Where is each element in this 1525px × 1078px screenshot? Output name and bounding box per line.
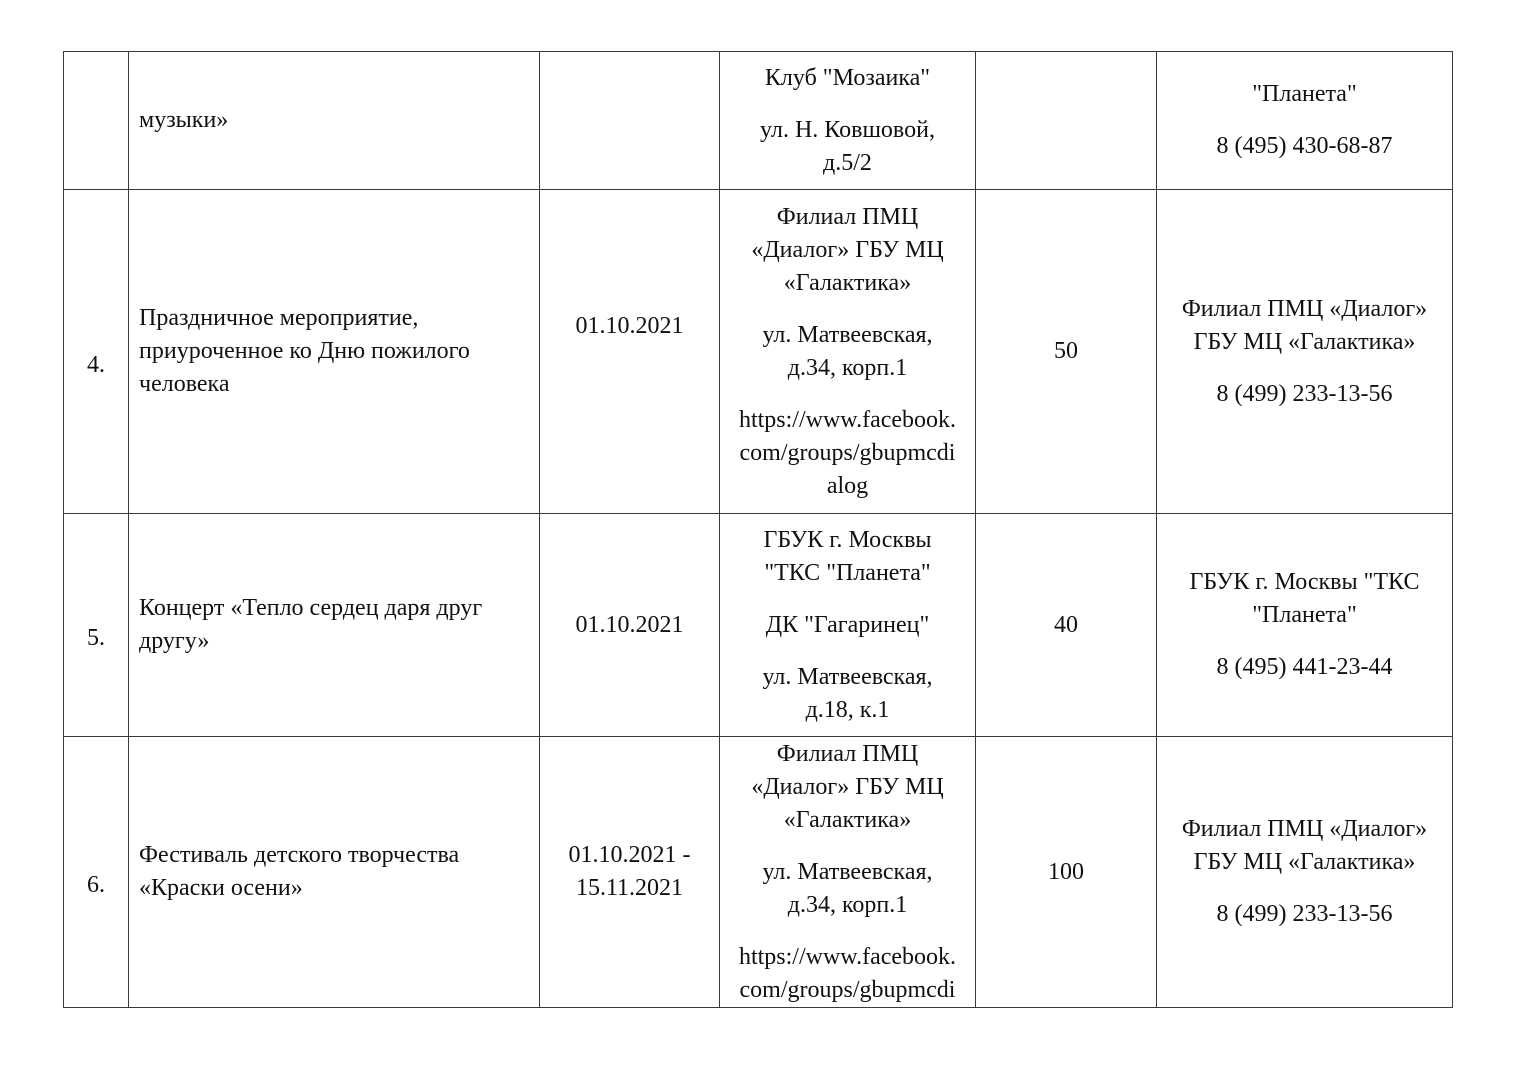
place-paragraph [726, 114, 969, 180]
event-date: 01.10.2021 [575, 611, 684, 638]
event-place-cell [720, 737, 976, 1008]
organizer-line: ГБУ МЦ «Галактика» [1193, 328, 1416, 355]
place-line: "ТКС "Планета" [764, 559, 931, 586]
table-row [64, 737, 1453, 1008]
organizer-line: Филиал ПМЦ «Диалог» [1181, 295, 1428, 322]
participants-count-cell [976, 514, 1157, 737]
organizer-phone: 8 (499) 233-13-56 [1216, 901, 1393, 927]
organizer-line: "Планета" [1252, 602, 1357, 628]
participants-count: 40 [1054, 611, 1078, 638]
organizer-paragraph [1163, 378, 1446, 411]
row-number: 6. [87, 871, 105, 898]
place-line: д.34, корп.1 [787, 891, 908, 918]
event-name-cell [129, 190, 540, 514]
place-line: ул. Матвеевская, [762, 858, 933, 885]
event-name-line: Концерт «Тепло сердец даря друг [139, 595, 483, 621]
place-line: д.5/2 [823, 149, 872, 176]
organizer-phone: 8 (495) 430-68-87 [1216, 133, 1393, 159]
place-paragraph [726, 404, 969, 503]
place-paragraph [726, 319, 969, 385]
place-link-line: com/groups/gbupmcdi [739, 439, 956, 466]
event-place-cell [720, 514, 976, 737]
place-line: ул. Н. Ковшовой, [760, 116, 935, 143]
row-number-cell [64, 514, 129, 737]
event-name-line: другу» [139, 628, 210, 654]
event-date: 01.10.2021 [575, 313, 684, 339]
place-line: «Диалог» ГБУ МЦ [751, 236, 944, 263]
event-place-cell [720, 190, 976, 514]
organizer-line: "Планета" [1252, 81, 1357, 107]
event-name-cell [129, 52, 540, 190]
event-date-cell [540, 514, 720, 737]
events-table [63, 51, 1453, 1008]
row-number-cell [64, 737, 129, 1008]
place-paragraph [726, 62, 969, 95]
participants-count: 100 [1048, 858, 1084, 885]
place-link-line: alog [826, 472, 869, 499]
event-name-line: «Краски осени» [139, 875, 303, 901]
event-name-cell [129, 514, 540, 737]
organizer-line: Филиал ПМЦ «Диалог» [1181, 816, 1428, 842]
organizer-cell [1157, 514, 1453, 737]
place-paragraph [726, 661, 969, 727]
place-paragraph [726, 738, 969, 837]
organizer-paragraph [1163, 130, 1446, 163]
place-line: Клуб "Мозаика" [764, 64, 931, 91]
organizer-paragraph [1163, 293, 1446, 359]
participants-count: 50 [1054, 338, 1078, 364]
place-paragraph [726, 609, 969, 642]
table-row [64, 52, 1453, 190]
participants-count-cell [976, 737, 1157, 1008]
place-link-line: com/groups/gbupmcdi [739, 976, 956, 1003]
event-name-line: Фестиваль детского творчества [139, 842, 460, 868]
place-line: ул. Матвеевская, [762, 663, 933, 690]
organizer-paragraph [1163, 566, 1446, 632]
place-line: «Диалог» ГБУ МЦ [751, 773, 944, 800]
place-line: ГБУК г. Москвы [763, 526, 932, 553]
row-number: 5. [87, 624, 105, 651]
place-line: «Галактика» [783, 269, 912, 296]
event-date-line: 01.10.2021 - [568, 842, 691, 868]
place-line: д.18, к.1 [805, 696, 890, 723]
event-name-line: человека [139, 371, 230, 397]
event-date-cell [540, 737, 720, 1008]
place-line: «Галактика» [783, 806, 912, 833]
organizer-line: ГБУ МЦ «Галактика» [1193, 849, 1416, 875]
place-paragraph [726, 941, 969, 1007]
event-place-cell [720, 52, 976, 190]
place-line: ул. Матвеевская, [762, 321, 933, 348]
table-row [64, 514, 1453, 737]
organizer-line: ГБУК г. Москвы "ТКС [1189, 569, 1420, 595]
table-row [64, 190, 1453, 514]
organizer-phone: 8 (495) 441-23-44 [1216, 654, 1393, 680]
participants-count-cell [976, 52, 1157, 190]
organizer-paragraph [1163, 813, 1446, 879]
event-date-cell [540, 52, 720, 190]
place-line: Филиал ПМЦ [776, 740, 919, 767]
row-number-cell [64, 190, 129, 514]
organizer-cell [1157, 52, 1453, 190]
organizer-paragraph [1163, 898, 1446, 931]
place-paragraph [726, 524, 969, 590]
organizer-cell [1157, 737, 1453, 1008]
organizer-paragraph [1163, 78, 1446, 111]
event-name-line: Праздничное мероприятие, [139, 305, 419, 331]
place-link-line: https://www.facebook. [738, 943, 957, 970]
event-name-line: приуроченное ко Дню пожилого [139, 338, 470, 364]
place-line: ДК "Гагаринец" [765, 611, 930, 638]
event-date-cell [540, 190, 720, 514]
participants-count-cell [976, 190, 1157, 514]
organizer-phone: 8 (499) 233-13-56 [1216, 380, 1393, 407]
place-paragraph [726, 201, 969, 300]
event-date-line: 15.11.2021 [575, 875, 684, 901]
event-name-cell [129, 737, 540, 1008]
organizer-cell [1157, 190, 1453, 514]
place-line: д.34, корп.1 [787, 354, 908, 381]
place-paragraph [726, 856, 969, 922]
event-name-line: музыки» [139, 107, 229, 133]
row-number-cell [64, 52, 129, 190]
place-line: Филиал ПМЦ [776, 203, 919, 230]
organizer-paragraph [1163, 651, 1446, 684]
row-number: 4. [87, 352, 105, 378]
place-link-line: https://www.facebook. [738, 406, 957, 433]
